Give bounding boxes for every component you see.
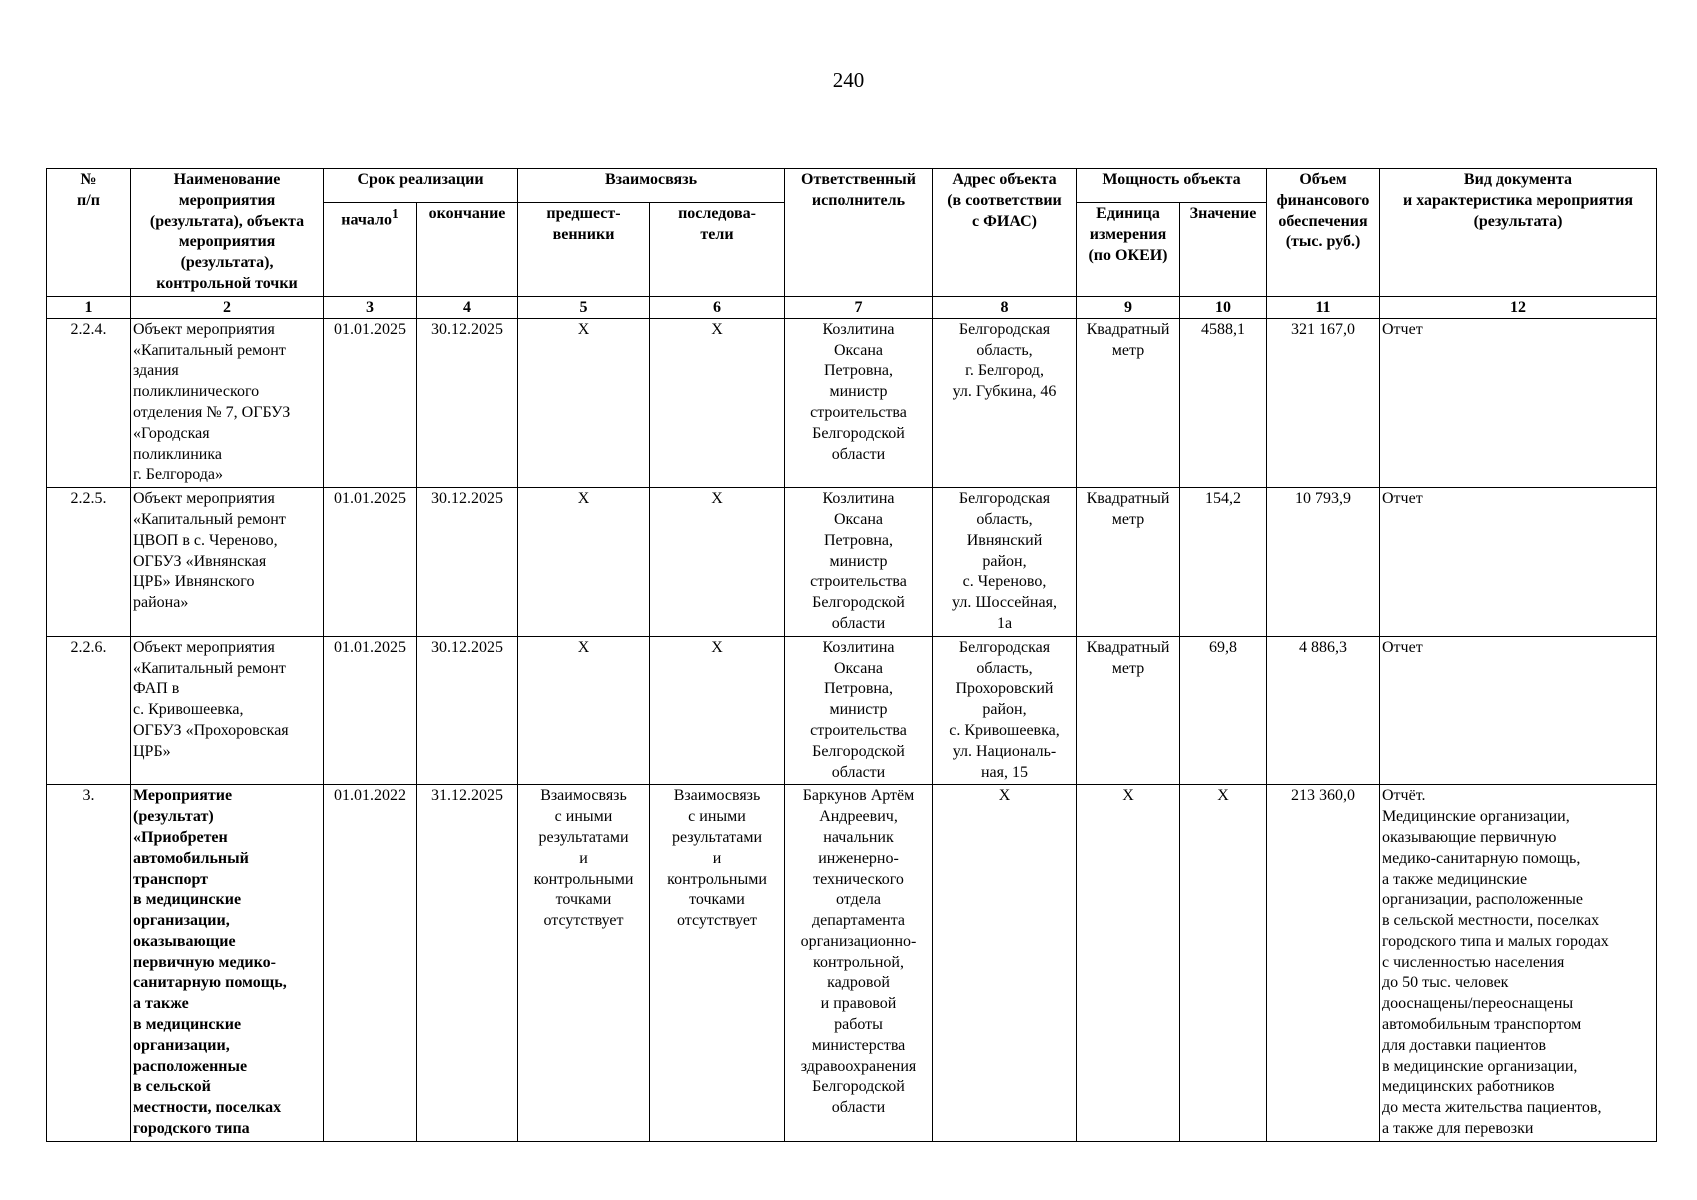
column-number: 12 [1380,296,1657,318]
row-end: 31.12.2025 [417,785,518,1142]
row-doc: Отчет [1380,318,1657,487]
row-name: Объект мероприятия «Капитальный ремонт ЦВОП в с. Череново, ОГБУЗ «Ивнянская ЦРБ» Ивнянского района» [131,488,324,637]
plan-table [46,168,1657,1142]
row-doc: Отчёт. Медицинские организации, оказывающие первичную медико-санитарную помощь, а также медицинские организации, расположенные в сельской местности, поселках городского типа и малых городах с численностью населения до 50 тыс. человек дооснащены/переоснащены автомобильным транспортом для доставки пациентов в медицинские организации, медицинских работников до места жительства пациентов, а также для перевозки [1380,785,1657,1142]
row-unit: Квадратный метр [1077,636,1180,785]
row-predecessors: Взаимосвязь с иными результатами и контрольными точками отсутствует [518,785,650,1142]
row-unit: Квадратный метр [1077,318,1180,487]
header-end: окончание [417,203,518,297]
column-number: 11 [1267,296,1380,318]
column-number: 5 [518,296,650,318]
column-number: 2 [131,296,324,318]
row-finance: 213 360,0 [1267,785,1380,1142]
row-value: Х [1180,785,1267,1142]
row-address: Белгородская область, г. Белгород, ул. Губкина, 46 [933,318,1077,487]
header-period: Срок реализации [324,169,518,203]
column-number: 1 [47,296,131,318]
header-name: Наименование мероприятия (результата), объекта мероприятия (результата), контрольной точки [131,169,324,297]
header-address: Адрес объекта (в соответствии с ФИАС) [933,169,1077,297]
header-successors: последова- тели [650,203,785,297]
table-row [47,785,1657,1142]
row-start: 01.01.2022 [324,785,417,1142]
row-successors: Х [650,488,785,637]
header-capacity: Мощность объекта [1077,169,1267,203]
column-number-row [47,296,1657,318]
column-number: 4 [417,296,518,318]
header-value: Значение [1180,203,1267,297]
row-name: Объект мероприятия «Капитальный ремонт здания поликлинического отделения № 7, ОГБУЗ «Городская поликлиника г. Белгорода» [131,318,324,487]
row-start: 01.01.2025 [324,488,417,637]
row-unit: Х [1077,785,1180,1142]
row-num: 2.2.5. [47,488,131,637]
row-address: Белгородская область, Ивнянский район, с. Череново, ул. Шоссейная, 1а [933,488,1077,637]
table-row [47,636,1657,785]
row-finance: 4 886,3 [1267,636,1380,785]
header-predecessors: предшест- венники [518,203,650,297]
row-successors: Х [650,318,785,487]
row-name: Объект мероприятия «Капитальный ремонт ФАП в с. Кривошеевка, ОГБУЗ «Прохоровская ЦРБ» [131,636,324,785]
row-address: Х [933,785,1077,1142]
row-doc: Отчет [1380,488,1657,637]
header-num: № п/п [47,169,131,297]
header-row-1 [47,169,1657,203]
row-start: 01.01.2025 [324,318,417,487]
header-start [324,203,417,297]
row-num: 3. [47,785,131,1142]
row-doc: Отчет [1380,636,1657,785]
header-unit: Единица измерения (по ОКЕИ) [1077,203,1180,297]
row-start: 01.01.2025 [324,636,417,785]
row-predecessors: Х [518,318,650,487]
column-number: 3 [324,296,417,318]
column-number: 9 [1077,296,1180,318]
header-start-label: начало [341,211,393,229]
header-link: Взаимосвязь [518,169,785,203]
row-num: 2.2.6. [47,636,131,785]
row-responsible: Козлитина Оксана Петровна, министр строительства Белгородской области [785,636,933,785]
row-predecessors: Х [518,636,650,785]
row-finance: 321 167,0 [1267,318,1380,487]
table-row [47,318,1657,487]
row-value: 69,8 [1180,636,1267,785]
row-predecessors: Х [518,488,650,637]
row-end: 30.12.2025 [417,318,518,487]
row-responsible: Козлитина Оксана Петровна, министр строительства Белгородской области [785,318,933,487]
row-num: 2.2.4. [47,318,131,487]
column-number: 7 [785,296,933,318]
page-number: 240 [832,68,865,92]
header-doc: Вид документа и характеристика мероприятия (результата) [1380,169,1657,297]
header-start-footnote: 1 [392,206,399,222]
row-unit: Квадратный метр [1077,488,1180,637]
row-end: 30.12.2025 [417,488,518,637]
row-finance: 10 793,9 [1267,488,1380,637]
table-row [47,488,1657,637]
header-finance: Объем финансового обеспечения (тыс. руб.) [1267,169,1380,297]
column-number: 10 [1180,296,1267,318]
header-responsible: Ответственный исполнитель [785,169,933,297]
row-successors: Взаимосвязь с иными результатами и контрольными точками отсутствует [650,785,785,1142]
row-responsible: Баркунов Артём Андреевич, начальник инженерно- технического отдела департамента организационно- контрольной, кадровой и правовой работы министерства здравоохранения Белгородской области [785,785,933,1142]
column-number: 6 [650,296,785,318]
row-successors: Х [650,636,785,785]
row-responsible: Козлитина Оксана Петровна, министр строительства Белгородской области [785,488,933,637]
row-address: Белгородская область, Прохоровский район, с. Кривошеевка, ул. Националь- ная, 15 [933,636,1077,785]
column-number: 8 [933,296,1077,318]
row-name: Мероприятие (результат) «Приобретен автомобильный транспорт в медицинские организации, оказывающие первичную медико- санитарную помощь, а также в медицинские организации, расположенные в сельской местности, поселках городского типа [131,785,324,1142]
row-end: 30.12.2025 [417,636,518,785]
row-value: 4588,1 [1180,318,1267,487]
row-value: 154,2 [1180,488,1267,637]
